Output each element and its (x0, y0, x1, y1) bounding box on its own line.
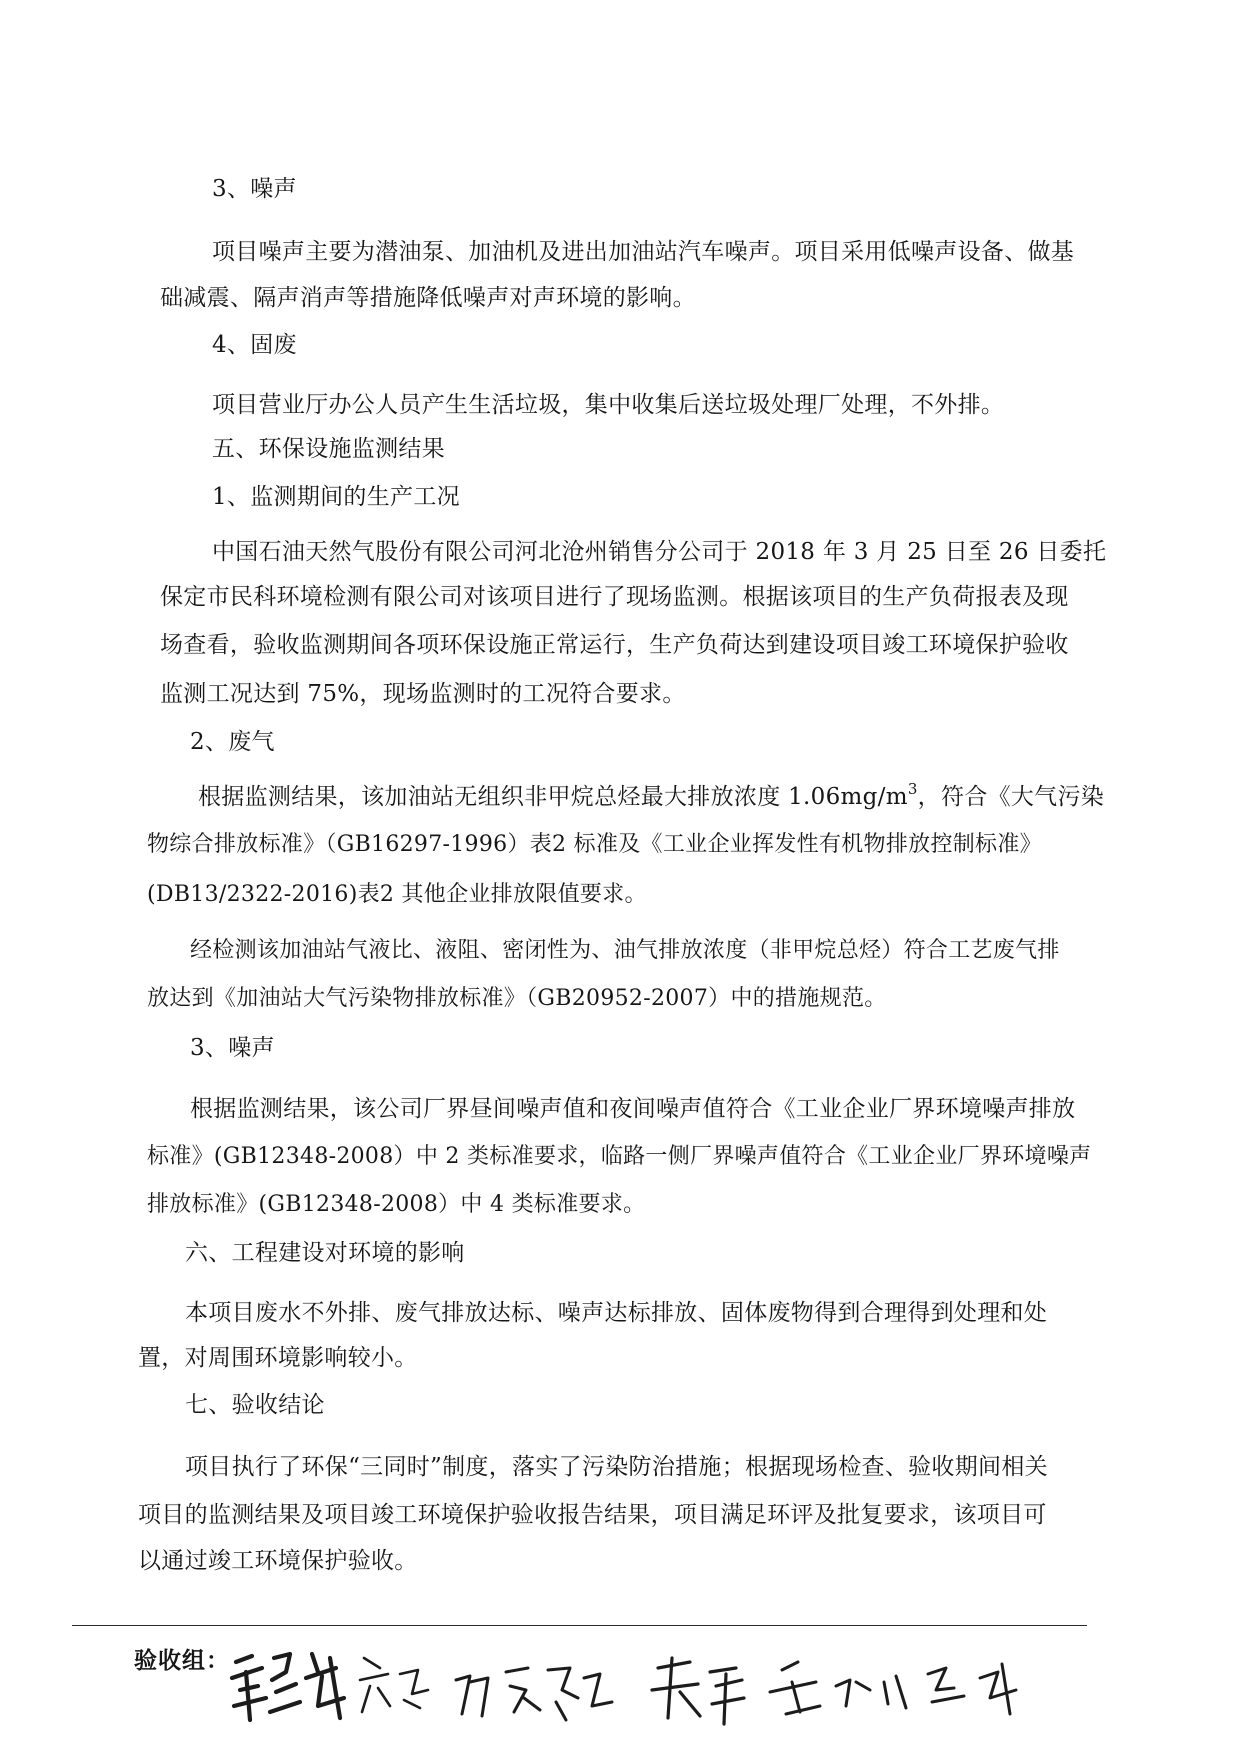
noise-heading: 3、噪声 (212, 176, 297, 202)
condition-paragraph-line-1: 中国石油天然气股份有限公司河北沧州销售分公司于 2018 年 3 月 25 日至 26 日委托 (212, 539, 1107, 565)
signature-5 (770, 1662, 1016, 1714)
noise-results-line-2: 标准》(GB12348-2008）中 2 类标准要求，临路一侧厂界噪声值符合《工业企业厂界环境噪声 (147, 1144, 1092, 1169)
section-7-paragraph-line-3: 以通过竣工环境保护验收。 (138, 1548, 418, 1574)
section-5-heading: 五、环保设施监测结果 (212, 436, 445, 462)
exhaust-gas-paragraph-line-1 (198, 782, 1104, 812)
exhaust-gas-text-a: 根据监测结果，该加油站无组织非甲烷总烃最大排放浓度 1.06mg/m (198, 784, 908, 810)
section-6-paragraph-line-1: 本项目废水不外排、废气排放达标、噪声达标排放、固体废物得到合理得到处理和处 (185, 1300, 1048, 1326)
exhaust-gas-paragraph-line-4: 经检测该加油站气液比、液阻、密闭性为、油气排放浓度（非甲烷总烃）符合工艺废气排 (190, 938, 1060, 963)
noise-results-line-3: 排放标准》(GB12348-2008）中 4 类标准要求。 (147, 1192, 646, 1217)
exhaust-gas-paragraph-line-2: 物综合排放标准》（GB16297-1996）表2 标准及《工业企业挥发性有机物排放控制标准》 (147, 832, 1042, 857)
exhaust-gas-text-b: ，符合《大气污染 (917, 784, 1105, 810)
condition-paragraph-line-3: 场查看，验收监测期间各项环保设施正常运行，生产负荷达到建设项目竣工环境保护验收 (160, 632, 1069, 658)
signatures-area (0, 1628, 1240, 1738)
signature-3 (456, 1668, 612, 1720)
signature-1 (232, 1654, 344, 1720)
signature-divider-line (72, 1625, 1087, 1626)
noise-paragraph-line-2: 础减震、隔声消声等措施降低噪声对声环境的影响。 (160, 285, 696, 311)
noise-results-heading: 3、噪声 (190, 1035, 275, 1061)
section-7-paragraph-line-2: 项目的监测结果及项目竣工环境保护验收报告结果，项目满足环评及批复要求，该项目可 (138, 1502, 1047, 1528)
solid-waste-heading: 4、固废 (212, 332, 297, 358)
acceptance-group-label: 验收组： (134, 1647, 230, 1674)
exhaust-gas-paragraph-line-3: (DB13/2322-2016)表2 其他企业排放限值要求。 (147, 882, 647, 907)
section-6-paragraph-line-2: 置，对周围环境影响较小。 (138, 1345, 418, 1371)
exhaust-gas-paragraph-line-5: 放达到《加油站大气污染物排放标准》（GB20952-2007）中的措施规范。 (147, 986, 887, 1011)
noise-paragraph-line-1: 项目噪声主要为潜油泵、加油机及进出加油站汽车噪声。项目采用低噪声设备、做基 (212, 239, 1075, 265)
exhaust-gas-heading: 2、废气 (190, 729, 275, 755)
solid-waste-paragraph: 项目营业厅办公人员产生生活垃圾，集中收集后送垃圾处理厂处理，不外排。 (212, 392, 1005, 418)
signature-2 (360, 1658, 428, 1712)
signature-4 (652, 1658, 744, 1724)
section-7-paragraph-line-1: 项目执行了环保“三同时”制度，落实了污染防治措施；根据现场检查、验收期间相关 (185, 1454, 1048, 1480)
section-6-heading: 六、工程建设对环境的影响 (185, 1240, 465, 1266)
section-7-heading: 七、验收结论 (185, 1392, 325, 1418)
condition-paragraph-line-2: 保定市民科环境检测有限公司对该项目进行了现场监测。根据该项目的生产负荷报表及现 (160, 584, 1069, 610)
noise-results-line-1: 根据监测结果，该公司厂界昼间噪声值和夜间噪声值符合《工业企业厂界环境噪声排放 (190, 1096, 1076, 1122)
section-5-1-heading: 1、监测期间的生产工况 (212, 484, 460, 510)
exhaust-gas-superscript: 3 (907, 780, 918, 799)
condition-paragraph-line-4: 监测工况达到 75%，现场监测时的工况符合要求。 (160, 681, 686, 707)
